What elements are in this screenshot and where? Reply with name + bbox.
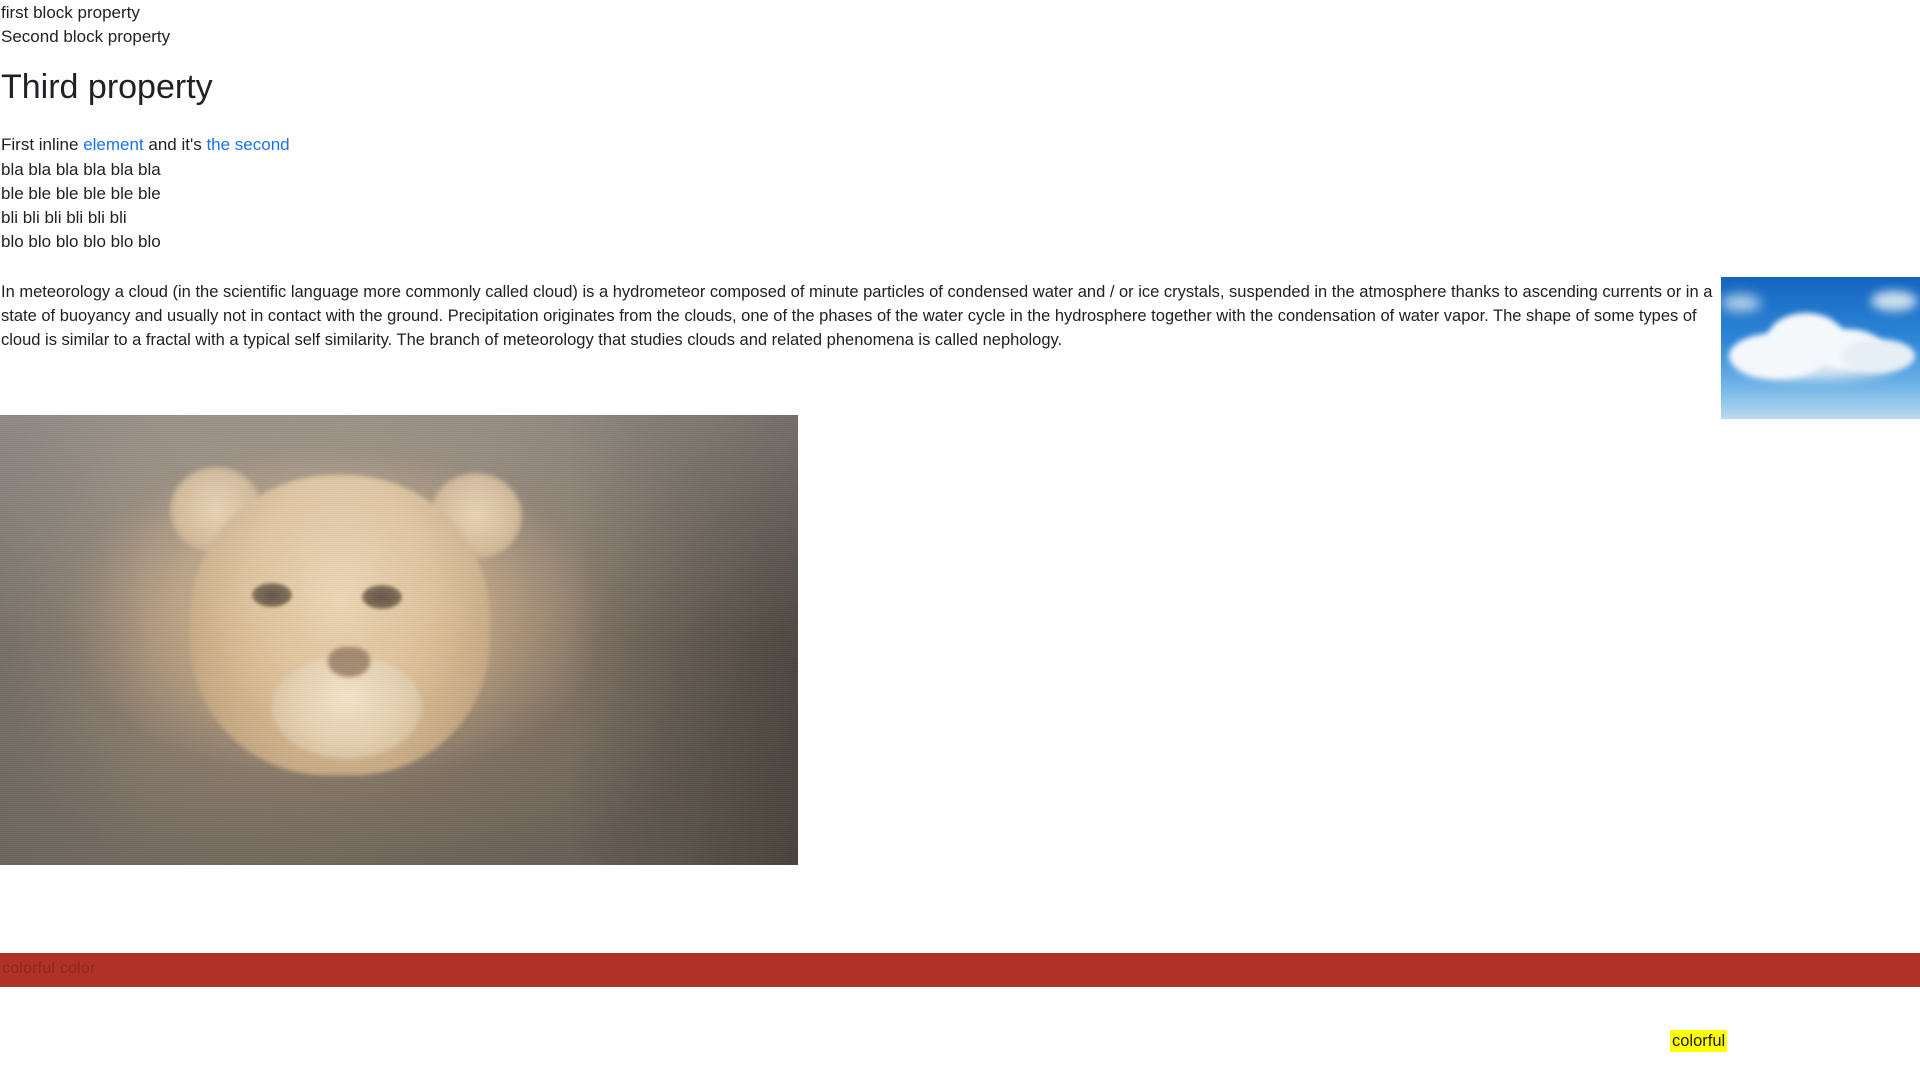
inline-link-element[interactable]: element xyxy=(83,135,144,154)
cloud-blob-small xyxy=(1871,291,1917,311)
block-property-second: Second block property xyxy=(1,27,171,46)
block-property-first: first block property xyxy=(1,3,140,22)
page-title: Third property xyxy=(1,68,213,106)
inline-elements-paragraph xyxy=(0,133,1920,157)
highlighted-colorful-text: colorful xyxy=(1672,1032,1726,1050)
inline-link-second[interactable]: the second xyxy=(206,135,290,154)
meteorology-paragraph: In meteorology a cloud (in the scientific language more commonly called cloud) is a hydrometeor composed of minute particles of condensed water and / or ice crystals, suspended in the atmosphere thanks to ascending currents or in a state of buoyancy and usually not in contact with the ground. Precipitation originates from the clouds, one of the phases of the water cycle in the hydrosphere together with the condensation of water vapor. The shape of some types of cloud is similar to a fractal with a typical self similarity. The branch of meteorology that studies clouds and related phenomena is called nephology. xyxy=(1,283,1713,349)
lion-grain-overlay xyxy=(0,415,798,865)
inline-lead-text: First inline xyxy=(1,135,84,154)
cloud-photo xyxy=(1721,277,1920,419)
document-page xyxy=(0,1,1920,1081)
inline-middle-text: and it's xyxy=(143,135,207,154)
filler-line-1: bla bla bla bla bla bla xyxy=(1,160,161,179)
red-banner-text: colorful color xyxy=(2,960,96,977)
red-banner xyxy=(0,953,1920,987)
filler-line-4: blo blo blo blo blo blo xyxy=(1,232,161,251)
cloud-blob-far-right xyxy=(1841,339,1915,373)
lion-cub-photo xyxy=(0,415,798,865)
cloud-blob-wisp xyxy=(1721,295,1761,311)
filler-line-2: ble ble ble ble ble ble xyxy=(1,184,161,203)
meteorology-paragraph-wrapper xyxy=(0,280,1920,352)
filler-line-3: bli bli bli bli bli bli xyxy=(1,208,127,227)
